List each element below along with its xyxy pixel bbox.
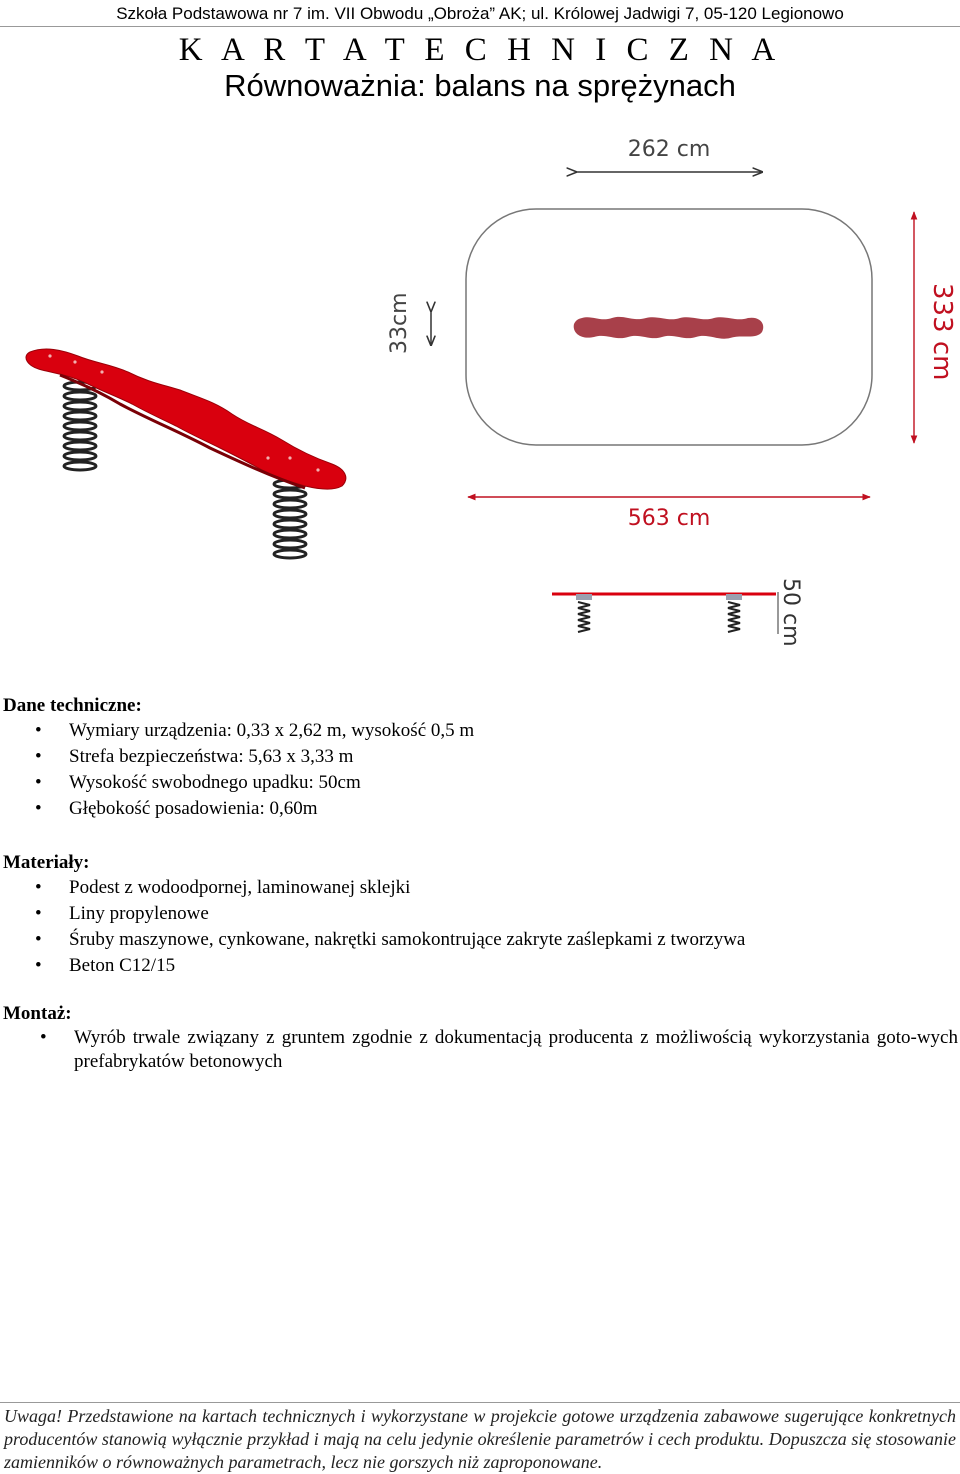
width-dimension-label: 262 cm <box>627 137 711 162</box>
technical-data-section <box>3 694 474 822</box>
depth-dimension-label: 33cm <box>387 292 412 354</box>
list-item: • Beton C12/15 <box>35 955 176 976</box>
list-item: • Głębokość posadowienia: 0,60m <box>35 798 318 819</box>
width-dimension <box>576 137 762 172</box>
zone-width-label: 333 cm <box>927 283 957 381</box>
document-subtitle: Równoważnia: balans na sprężynach <box>224 68 736 103</box>
list-item: • Strefa bezpieczeństwa: 5,63 x 3,33 m <box>35 746 354 767</box>
list-item: • Liny propylenowe <box>35 903 209 924</box>
header-text: Szkoła Podstawowa nr 7 im. VII Obwodu „Obroża” AK; ul. Królowej Jadwigi 7, 05-120 Legionowo <box>116 4 844 23</box>
spring-right-icon <box>274 480 306 558</box>
safety-zone <box>466 209 872 445</box>
height-dimension-label: 50 cm <box>778 578 803 647</box>
technical-drawing <box>0 120 960 650</box>
zone-length-dimension <box>468 497 870 531</box>
materials-title: Materiały: <box>3 852 90 873</box>
depth-dimension <box>387 292 431 354</box>
list-item: • Wymiary urządzenia: 0,33 x 2,62 m, wysokość 0,5 m <box>35 720 475 741</box>
beam-side-view <box>552 578 803 647</box>
spring-left-icon <box>64 382 96 470</box>
list-item: • Wysokość swobodnego upadku: 50cm <box>35 772 361 793</box>
document-title: K A R T A T E C H N I C Z N A <box>178 32 782 68</box>
list-item: • Śruby maszynowe, cynkowane, nakrętki samokontrujące zakryte zaślepkami z tworzywa <box>35 929 746 950</box>
mounting-title: Montaż: <box>3 1003 72 1024</box>
zone-length-label: 563 cm <box>627 506 711 531</box>
mounting-section <box>3 1002 958 1074</box>
list-item: • Podest z wodoodpornej, laminowanej sklejki <box>35 877 411 898</box>
page-header <box>0 0 960 27</box>
zone-width-dimension <box>914 212 957 443</box>
footer-note: Uwaga! Przedstawione na kartach technicznych i wykorzystane w projekcie gotowe urządzenia zabawowe sugerujące konkretnych producentów stanowią wyłącznie przykład i mają na celu jedynie określenie parametrów i cech produktu. Dopuszcza się stosowanie zamienników o równoważnych parametrach, lecz nie gorszych niż zaproponowane. <box>4 1406 956 1472</box>
beam-perspective-view <box>26 349 346 558</box>
page-footer <box>0 1402 960 1474</box>
beam-top-view <box>574 317 764 339</box>
list-item: • Wyrób trwale związany z gruntem zgodnie z dokumentacją producenta z możliwością wykorzystania goto-wych prefabrykatów betonowych <box>40 1027 958 1072</box>
technical-data-title: Dane techniczne: <box>3 695 142 716</box>
materials-section <box>3 851 745 979</box>
